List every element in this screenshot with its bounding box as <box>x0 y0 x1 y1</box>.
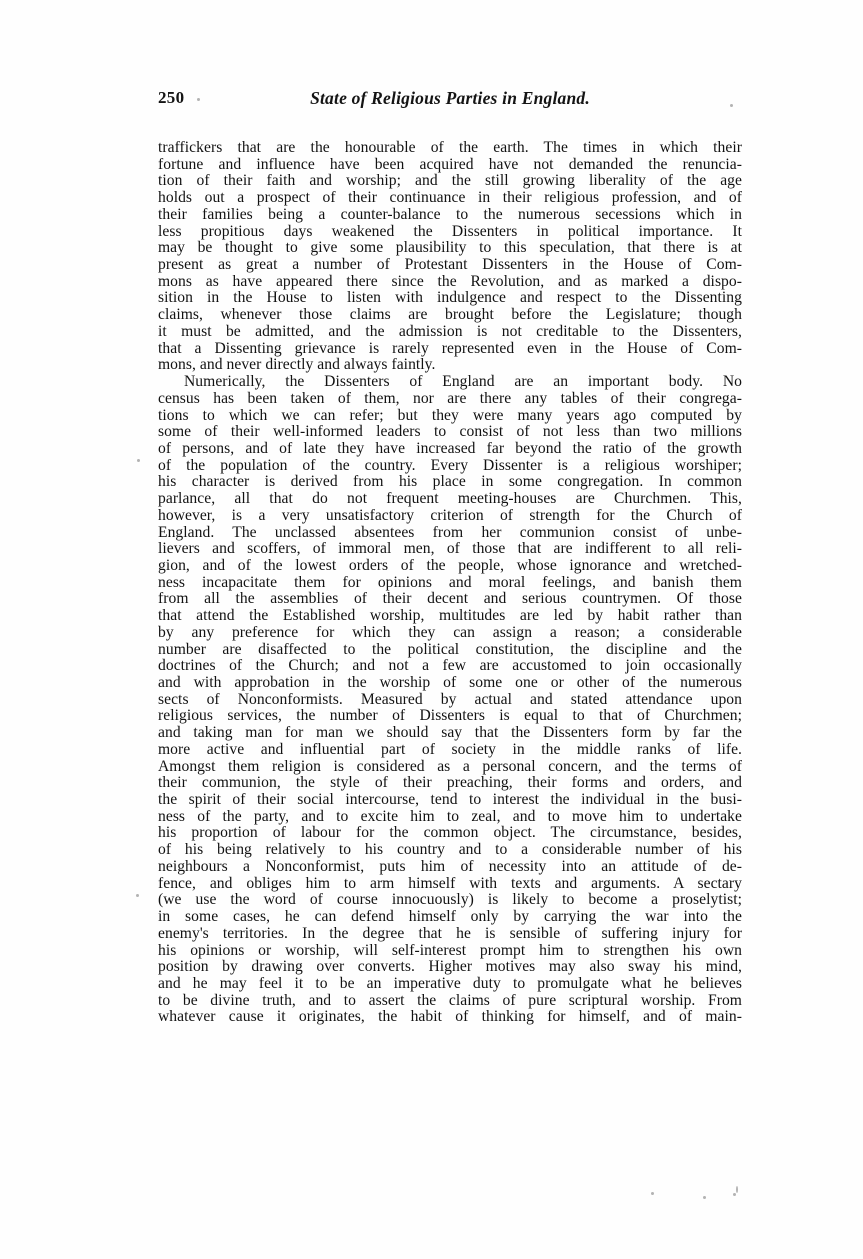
running-head-title: State of Religious Parties in England. <box>310 88 590 108</box>
text-line: sects of Nonconformists. Measured by actual and stated attendance upon <box>158 690 742 708</box>
text-line: ness incapacitate them for opinions and moral feelings, and banish them <box>158 573 742 591</box>
text-line: the spirit of their social intercourse, tend to interest the individual in the busi- <box>158 791 742 809</box>
text-line: enemy's territories. In the degree that he is sensible of suffering injury for <box>158 924 742 942</box>
scan-speck <box>136 894 139 897</box>
text-line: neighbours a Nonconformist, puts him of necessity into an attitude of de- <box>158 857 742 875</box>
text-line: parlance, all that do not frequent meeting-houses are Churchmen. This, <box>158 490 742 508</box>
text-line: of persons, and of late they have increased far beyond the ratio of the growth <box>158 439 742 457</box>
text-line: his character is derived from his place in some congregation. In common <box>158 473 742 491</box>
text-line: whatever cause it originates, the habit of thinking for himself, and of main- <box>158 1008 742 1026</box>
scan-speck <box>197 98 200 101</box>
text-line: by any preference for which they can assign a reason; a considerable <box>158 623 742 641</box>
text-line: that a Dissenting grievance is rarely represented even in the House of Com- <box>158 339 742 357</box>
text-line: (we use the word of course innocuously) is likely to become a proselytist; <box>158 891 742 909</box>
text-line: fence, and obliges him to arm himself with texts and arguments. A sectary <box>158 874 742 892</box>
text-line: ness of the party, and to excite him to zeal, and to move him to undertake <box>158 807 742 825</box>
text-line: tions to which we can refer; but they were many years ago computed by <box>158 406 742 424</box>
text-line: census has been taken of them, nor are there any tables of their congrega- <box>158 389 742 407</box>
scan-speck <box>736 1186 738 1193</box>
text-line: it must be admitted, and the admission is not creditable to the Dissenters, <box>158 322 742 340</box>
scan-speck <box>730 104 733 107</box>
text-line: doctrines of the Church; and not a few are accustomed to join occasionally <box>158 657 742 675</box>
text-line: gion, and of the lowest orders of the people, whose ignorance and wretched- <box>158 556 742 574</box>
text-line: of the population of the country. Every Dissenter is a religious worshiper; <box>158 456 742 474</box>
text-line: traffickers that are the honourable of the earth. The times in which their <box>158 139 742 156</box>
text-line: less propitious days weakened the Dissenters in political importance. It <box>158 222 742 240</box>
text-line: number are disaffected to the political constitution, the discipline and the <box>158 640 742 658</box>
text-line: sition in the House to listen with indulgence and respect to the Dissenting <box>158 289 742 307</box>
text-line: more active and influential part of society in the middle ranks of life. <box>158 740 742 758</box>
paragraph <box>158 374 742 1026</box>
scan-speck <box>651 1192 654 1195</box>
text-line: tion of their faith and worship; and the still growing liberality of the age <box>158 172 742 190</box>
text-line: Numerically, the Dissenters of England are an important body. No <box>184 373 742 391</box>
body-text-block <box>158 140 742 1026</box>
text-line: may be thought to give some plausibility to this speculation, that there is at <box>158 239 742 257</box>
text-line: their communion, the style of their preaching, their forms and orders, and <box>158 774 742 792</box>
text-line: some of their well-informed leaders to consist of not less than two millions <box>158 423 742 441</box>
text-line: of his being relatively to his country and to a considerable number of his <box>158 841 742 859</box>
text-line: from all the assemblies of their decent and serious countrymen. Of those <box>158 590 742 608</box>
text-line: mons as have appeared there since the Revolution, and as marked a dispo- <box>158 272 742 290</box>
text-line: his opinions or worship, will self-interest prompt him to strengthen his own <box>158 941 742 959</box>
text-line: England. The unclassed absentees from her communion consist of unbe- <box>158 523 742 541</box>
page-number: 250 <box>158 88 185 107</box>
text-line: his proportion of labour for the common object. The circumstance, besides, <box>158 824 742 842</box>
paragraph <box>158 140 742 374</box>
scan-speck <box>703 1196 706 1199</box>
text-line: lievers and scoffers, of immoral men, of those that are indifferent to all reli- <box>158 540 742 558</box>
running-head <box>158 88 742 112</box>
text-line: however, is a very unsatisfactory criterion of strength for the Church of <box>158 506 742 524</box>
text-line: and taking man for man we should say that the Dissenters form by far the <box>158 724 742 742</box>
text-line: holds out a prospect of their continuance in their religious profession, and of <box>158 189 742 207</box>
text-line: Amongst them religion is considered as a personal concern, and the terms of <box>158 757 742 775</box>
text-line: that attend the Established worship, multitudes are led by habit rather than <box>158 607 742 625</box>
text-line: claims, whenever those claims are brought before the Legislature; though <box>158 306 742 324</box>
text-line: position by drawing over converts. Higher motives may also sway his mind, <box>158 958 742 976</box>
text-line: their families being a counter-balance to the numerous secessions which in <box>158 205 742 223</box>
text-line: and he may feel it to be an imperative duty to promulgate what he believes <box>158 974 742 992</box>
text-line: fortune and influence have been acquired have not demanded the renuncia- <box>158 155 742 173</box>
text-line: religious services, the number of Dissenters is equal to that of Churchmen; <box>158 707 742 725</box>
scan-speck <box>137 459 140 462</box>
text-line: and with approbation in the worship of some one or other of the numerous <box>158 674 742 691</box>
text-line: mons, and never directly and always faintly. <box>158 356 436 374</box>
text-line: in some cases, he can defend himself only by carrying the war into the <box>158 908 742 926</box>
text-line: to be divine truth, and to assert the claims of pure scriptural worship. From <box>158 991 742 1009</box>
text-line: present as great a number of Protestant Dissenters in the House of Com- <box>158 256 742 274</box>
scan-speck <box>733 1193 736 1196</box>
